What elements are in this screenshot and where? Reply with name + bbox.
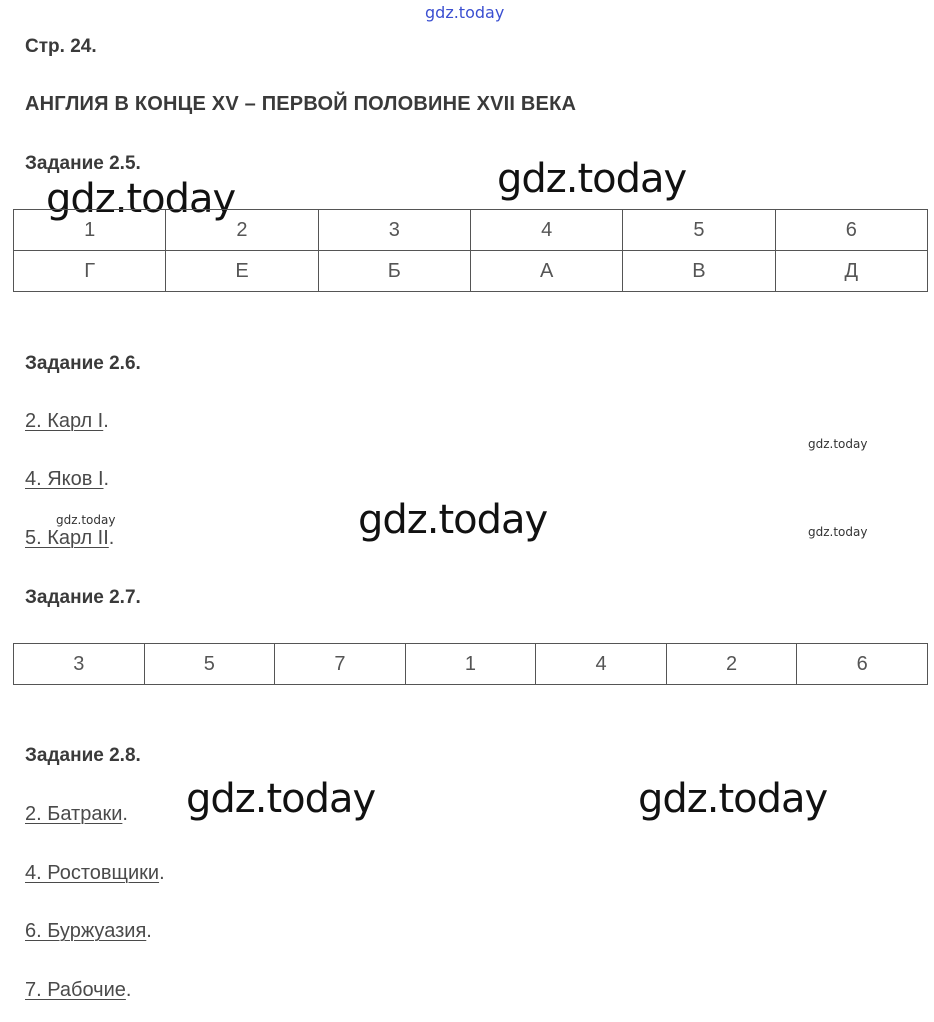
table-row: [14, 210, 928, 251]
table-cell: 7: [275, 644, 406, 685]
watermark-top: gdz.today: [425, 3, 505, 22]
table-cell: 3: [14, 644, 145, 685]
answer-link[interactable]: 5. Карл II: [25, 527, 109, 549]
watermark: gdz.today: [358, 497, 548, 543]
table-cell: 1: [405, 644, 536, 685]
answer-link[interactable]: 4. Ростовщики: [25, 862, 160, 884]
table-cell: В: [623, 251, 775, 292]
answer-item: [25, 527, 114, 550]
task-2-6-heading: Задание 2.6.: [25, 353, 141, 374]
answer-link[interactable]: 2. Батраки: [25, 803, 123, 825]
answer-period: .: [159, 862, 165, 884]
table-cell: 5: [623, 210, 775, 251]
table-cell: Б: [318, 251, 470, 292]
table-cell: 4: [536, 644, 667, 685]
table-cell: 5: [144, 644, 275, 685]
answer-period: .: [146, 920, 152, 942]
page-label: Стр. 24.: [25, 36, 97, 57]
answer-period: .: [103, 410, 109, 432]
answer-item: [25, 920, 152, 943]
task-2-5-heading: Задание 2.5.: [25, 153, 141, 174]
task-2-5-table: [13, 209, 928, 292]
table-cell: 2: [166, 210, 318, 251]
table-cell: Е: [166, 251, 318, 292]
table-cell: 4: [470, 210, 622, 251]
answer-item: [25, 979, 131, 1002]
table-cell: Г: [14, 251, 166, 292]
task-2-7-heading: Задание 2.7.: [25, 587, 141, 608]
table-cell: 6: [775, 210, 927, 251]
answer-link[interactable]: 7. Рабочие: [25, 979, 126, 1001]
watermark: gdz.today: [497, 156, 687, 202]
watermark-small: gdz.today: [808, 437, 868, 451]
page-title: АНГЛИЯ В КОНЦЕ XV – ПЕРВОЙ ПОЛОВИНЕ XVII ВЕКА: [25, 93, 577, 115]
answer-link[interactable]: 2. Карл I: [25, 410, 104, 432]
table-cell: 2: [666, 644, 797, 685]
table-cell: 1: [14, 210, 166, 251]
answer-link[interactable]: 6. Буржуазия: [25, 920, 147, 942]
watermark: gdz.today: [638, 776, 828, 822]
table-row: [14, 251, 928, 292]
task-2-7-table: [13, 643, 928, 685]
table-cell: А: [470, 251, 622, 292]
answer-item: [25, 862, 165, 885]
watermark: gdz.today: [46, 176, 236, 222]
answer-period: .: [122, 803, 128, 825]
answer-item: [25, 410, 109, 433]
watermark-small: gdz.today: [56, 513, 116, 527]
table-row: [14, 644, 928, 685]
answer-item: [25, 468, 109, 491]
answer-period: .: [125, 979, 132, 1001]
answer-period: .: [103, 468, 110, 490]
table-cell: 6: [797, 644, 928, 685]
answer-link[interactable]: 4. Яков I: [25, 468, 104, 490]
table-cell: Д: [775, 251, 927, 292]
watermark-small: gdz.today: [808, 525, 868, 539]
watermark: gdz.today: [186, 776, 376, 822]
task-2-8-heading: Задание 2.8.: [25, 745, 141, 766]
answer-period: .: [108, 527, 115, 549]
answer-item: [25, 803, 128, 826]
table-cell: 3: [318, 210, 470, 251]
